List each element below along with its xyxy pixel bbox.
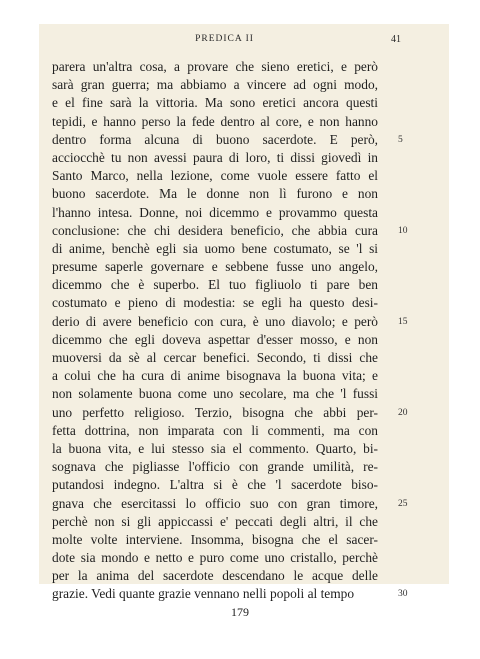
text-block bbox=[52, 58, 432, 604]
text-line bbox=[52, 167, 432, 185]
text-line bbox=[52, 367, 432, 385]
text-line bbox=[52, 549, 432, 567]
line-text: l'hanno intesa. Donne, noi dicemmo e provammo questa bbox=[52, 204, 378, 220]
text-line bbox=[52, 404, 432, 422]
line-text: non solamente buona come uno secolare, ma che 'l fussi bbox=[52, 386, 378, 402]
text-line bbox=[52, 204, 432, 222]
text-line bbox=[52, 440, 432, 458]
line-text: di anime, benchè egli sia uomo bene costumato, se 'l si bbox=[52, 240, 378, 256]
line-text: buono sacerdote. Ma le donne non lì furono e non bbox=[52, 186, 378, 202]
line-text: dicemmo che è superbo. El tuo figliuolo ti pare ben bbox=[52, 277, 378, 293]
line-text: costumato e pieno di modestia: se egli ha questo desi- bbox=[52, 295, 378, 311]
text-line bbox=[52, 222, 432, 240]
text-line bbox=[52, 58, 432, 76]
text-line bbox=[52, 331, 432, 349]
line-text: muoversi da sè al cercar benefici. Secondo, ti dissi che bbox=[52, 350, 378, 365]
line-text: sarà gran guerra; ma abbiamo a vincere ad ogni modo, bbox=[52, 77, 378, 93]
line-text: e el fine sarà la vittoria. Ma sono eretici ancora questi bbox=[52, 95, 378, 111]
text-line bbox=[52, 113, 432, 131]
line-text: acciocchè tu non avessi paura di loro, ti dissi giovedì in bbox=[52, 149, 378, 165]
line-text: la buona vita, e lui stesso sia el commento. Quarto, bi- bbox=[52, 440, 378, 456]
text-line bbox=[52, 495, 432, 513]
line-number: 20 bbox=[398, 407, 408, 418]
line-text: derio di avere beneficio con cura, è uno diavolo; e però bbox=[52, 313, 378, 329]
page-number: 179 bbox=[231, 605, 249, 619]
line-number: 5 bbox=[398, 134, 403, 145]
line-text: sognava che pigliasse l'officio con grande umilità, re- bbox=[52, 459, 378, 475]
line-text: tepidi, e hanno perso la fede dentro al core, e non hanno bbox=[52, 113, 378, 129]
text-line bbox=[52, 513, 432, 531]
text-line bbox=[52, 294, 432, 312]
line-text: dote sia mondo e netto e puro come uno cristallo, perchè bbox=[52, 550, 378, 566]
text-line bbox=[52, 94, 432, 112]
running-folio: 41 bbox=[391, 34, 401, 45]
text-line bbox=[52, 76, 432, 94]
line-text: fetta dottrina, non imparata con li commenti, ma con bbox=[52, 422, 378, 438]
text-line bbox=[52, 313, 432, 331]
text-line bbox=[52, 531, 432, 549]
line-number: 30 bbox=[398, 589, 408, 600]
text-line bbox=[52, 567, 432, 585]
line-text: grazie. Vedi quante grazie vennano nelli popoli al tempo bbox=[52, 586, 355, 602]
text-line bbox=[52, 385, 432, 403]
text-line bbox=[52, 276, 432, 294]
running-title: PREDICA II bbox=[195, 34, 254, 44]
line-text: parera un'altra cosa, a provare che sieno eretici, e però bbox=[52, 59, 378, 74]
text-line bbox=[52, 258, 432, 276]
text-line bbox=[52, 458, 432, 476]
line-text: perchè non si gli appiccassi e' peccati degli altri, il che bbox=[52, 513, 378, 529]
line-text: putandosi indegno. L'altra si è che 'l sacerdote biso- bbox=[52, 477, 378, 493]
text-line bbox=[52, 585, 432, 603]
text-line bbox=[52, 185, 432, 203]
line-text: gnava che esercitassi lo officio suo con gran timore, bbox=[52, 495, 378, 511]
text-line bbox=[52, 422, 432, 440]
line-text: per la anima del sacerdote descendano le acque delle bbox=[52, 568, 378, 584]
line-text: Santo Marco, nella lezione, come vuole essere fatto el bbox=[52, 168, 378, 184]
line-text: conclusione: che chi desidera beneficio, che abbia cura bbox=[52, 222, 378, 238]
line-text: dentro forma alcuna di buono sacerdote. E però, bbox=[52, 131, 378, 147]
line-text: uno perfetto religioso. Terzio, bisogna che abbi per- bbox=[52, 404, 378, 420]
line-text: dicemmo che egli doveva aspettar d'esser mosso, e non bbox=[52, 331, 378, 347]
line-number: 25 bbox=[398, 498, 408, 509]
text-line bbox=[52, 149, 432, 167]
text-line bbox=[52, 240, 432, 258]
text-line bbox=[52, 349, 432, 367]
line-number: 10 bbox=[398, 225, 408, 236]
line-text: molte volte interviene. Insomma, bisogna che el sacer- bbox=[52, 531, 378, 547]
text-line bbox=[52, 476, 432, 494]
line-text: presume saperle governare e sebbene fusse uno angelo, bbox=[52, 259, 378, 275]
text-line bbox=[52, 131, 432, 149]
line-number: 15 bbox=[398, 316, 408, 327]
line-text: a colui che ha cura di anime bisognava la buona vita; e bbox=[52, 368, 378, 384]
